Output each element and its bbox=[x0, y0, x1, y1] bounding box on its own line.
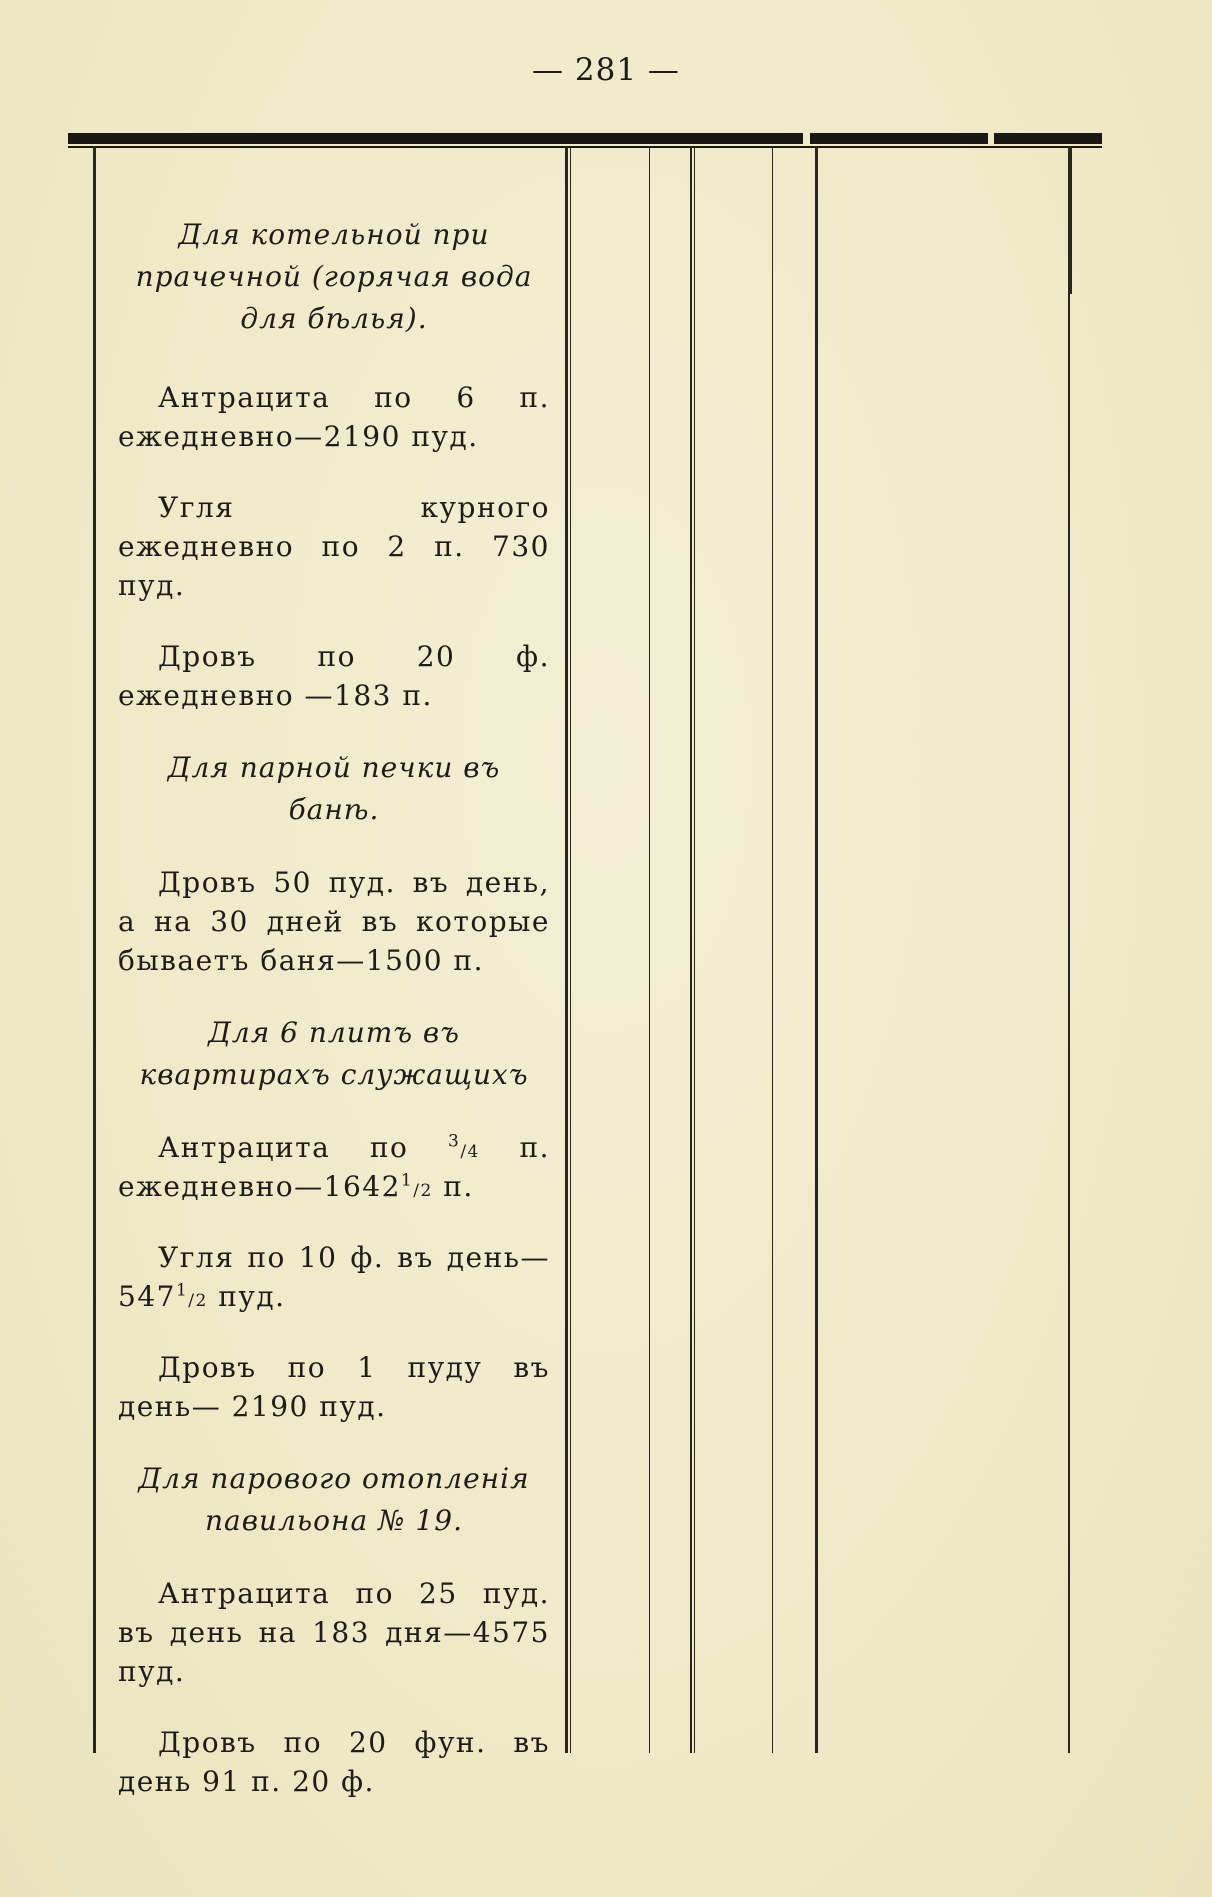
item-text: Дровъ по 20 фун. въ день 91 п. 20 ф. bbox=[118, 1726, 550, 1798]
top-rule-main bbox=[68, 133, 803, 144]
column-line-text-right-thin bbox=[570, 146, 571, 1753]
item-text: Антрацита по $^3$/4 п. ежедневно—1642$^1$/2 п. bbox=[118, 1131, 551, 1203]
heading-stoves: Для 6 плитъ въ квартирахъ служащихъ bbox=[139, 1016, 529, 1091]
item-text: Дровъ 50 пуд. въ день, а на 30 дней въ которые бываетъ баня—1500 п. bbox=[118, 866, 550, 977]
item-text: Угля по 10 ф. въ день— $547^1/2$ пуд. bbox=[118, 1241, 550, 1313]
column-line-3-thin bbox=[694, 146, 695, 1753]
top-rule-thin bbox=[68, 146, 1102, 148]
heading-steam: Для парового отопленія павильона № 19. bbox=[138, 1462, 530, 1537]
column-line-right-top bbox=[1068, 146, 1072, 294]
item-text: Антрацита по 6 п. ежедневно—2190 пуд. bbox=[118, 381, 550, 453]
item-text: Дровъ по 20 ф. ежедневно —183 п. bbox=[118, 640, 550, 712]
column-line-right bbox=[1068, 294, 1070, 1753]
column-line-5 bbox=[815, 146, 818, 1753]
item-text: Дровъ по 1 пуду въ день— 2190 пуд. bbox=[118, 1351, 550, 1423]
column-line-2 bbox=[649, 146, 650, 1753]
top-rule-right bbox=[994, 133, 1102, 144]
page-number: — 281 — bbox=[532, 52, 680, 88]
item-text: Антрацита по 25 пуд. въ день на 183 дня—4575 пуд. bbox=[118, 1577, 550, 1688]
item-text: Угля курного ежедневно по 2 п. 730 пуд. bbox=[118, 491, 550, 602]
heading-boiler: Для котельной при прачечной (горячая вода для бѣлья). bbox=[135, 218, 533, 335]
top-rule-mid bbox=[810, 133, 988, 144]
column-line-left bbox=[93, 146, 96, 1753]
column-line-4 bbox=[772, 146, 773, 1753]
column-line-text-right bbox=[565, 146, 568, 1753]
heading-bath: Для парной печки въ банѣ. bbox=[167, 751, 501, 826]
column-line-3 bbox=[690, 146, 692, 1753]
text-column bbox=[118, 214, 550, 1801]
